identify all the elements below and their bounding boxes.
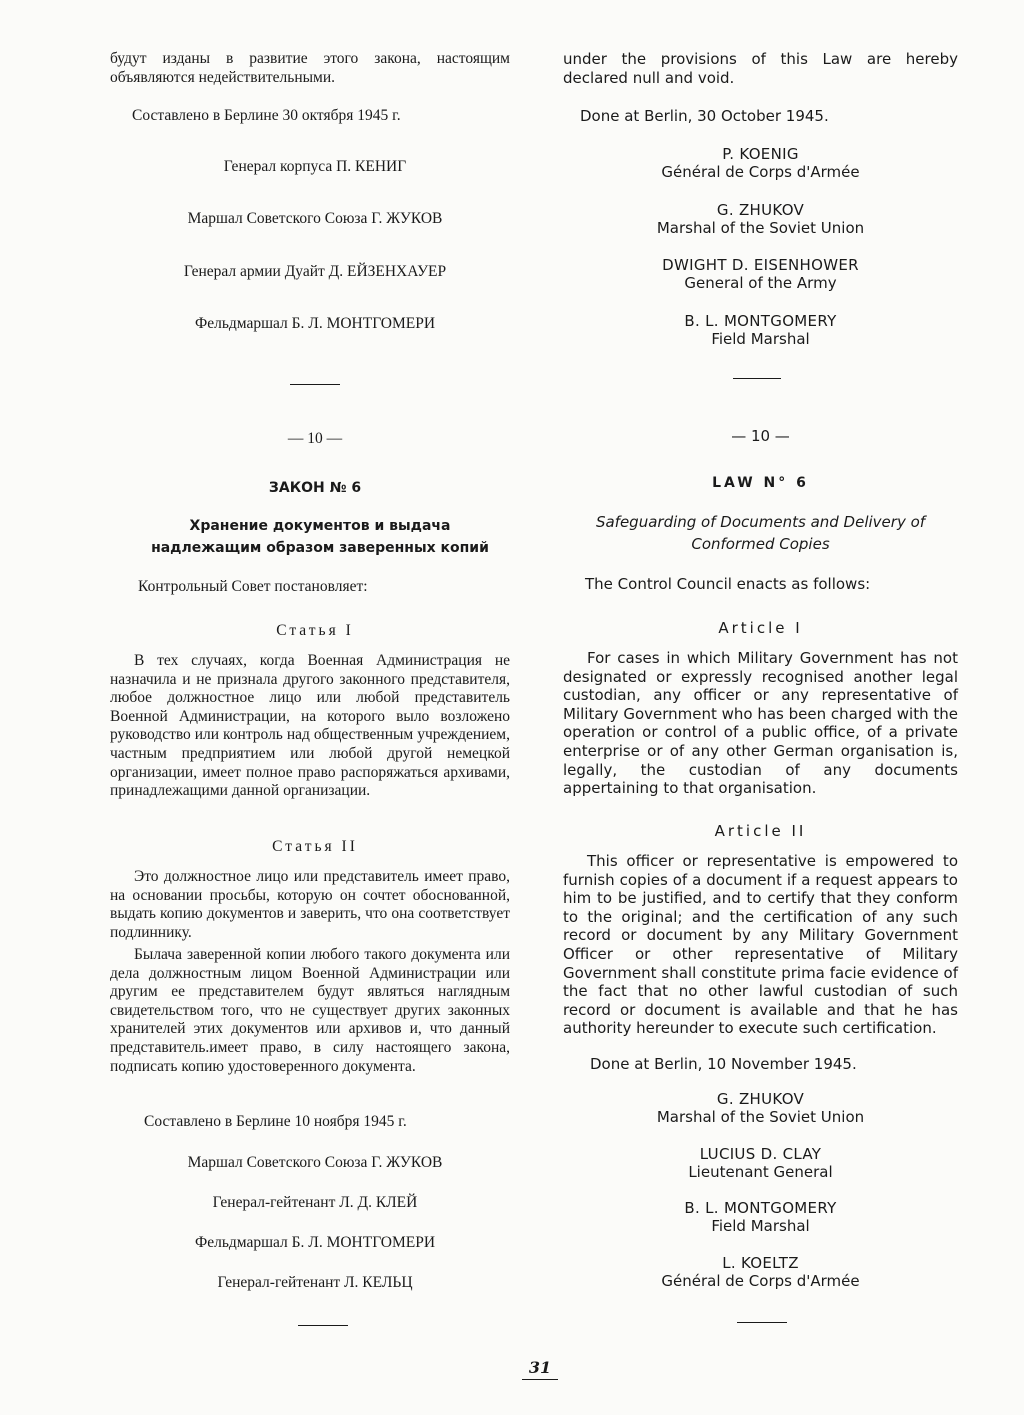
ru-signature-8: Генерал-гейтенант Л. КЕЛЬЦ (217, 1274, 413, 1291)
en-signature-3 (563, 256, 958, 292)
ru-article2-text-1: Это должностное лицо или представитель имеет право, на основании просьбы, которую он сочтет обоснованной, выдать копию документов и заверить, что она соответствует подлиннику. (110, 868, 510, 941)
en-signature-1-name: P. KOENIG (722, 145, 799, 163)
ru-signature-4: Фельдмаршал Б. Л. МОНТГОМЕРИ (194, 315, 436, 332)
en-signature-8 (563, 1254, 958, 1290)
ru-article2-heading: Статья II (272, 838, 358, 855)
en-enacts: The Control Council enacts as follows: (585, 575, 871, 593)
en-law-title: LAW N° 6 (712, 475, 809, 491)
en-signature-6 (563, 1145, 958, 1181)
ru-signature-5: Маршал Советского Союза Г. ЖУКОВ (187, 1154, 443, 1171)
en-signature-8-title: Général de Corps d'Armée (661, 1272, 860, 1290)
ru-article2-text-2: Былача заверенной копии любого такого документа или дела должностным лицом Военной Администрации или другим ее представителем будут являться наглядным свидетельством того, что не существует других законных хранителей этих документов или архивов и, что данный представитель.имеет право, в силу настоящего закона, подписать копию удостоверенного документа. (110, 946, 510, 1075)
ru-article1-heading: Статья I (276, 622, 354, 639)
ru-divider-2 (298, 1325, 348, 1326)
en-signature-2 (563, 201, 958, 237)
ru-section-number: — 10 — (287, 430, 343, 447)
ru-signature-6: Генерал-гейтенант Л. Д. КЛЕЙ (212, 1194, 418, 1211)
ru-done-date-2: Составлено в Берлине 10 ноября 1945 г. (144, 1113, 407, 1130)
en-signature-6-title: Lieutenant General (688, 1163, 833, 1181)
en-done-date-1: Done at Berlin, 30 October 1945. (580, 107, 829, 125)
ru-signature-2: Маршал Советского Союза Г. ЖУКОВ (187, 210, 443, 227)
en-article1-heading: Article I (718, 619, 803, 637)
page-number-text: 31 (528, 1358, 552, 1377)
en-signature-3-title: General of the Army (684, 274, 837, 292)
en-signature-4-name: B. L. MONTGOMERY (684, 312, 837, 330)
ru-divider-1 (290, 384, 340, 385)
en-signature-6-name: LUCIUS D. CLAY (699, 1145, 822, 1163)
en-signature-8-name: L. KOELTZ (722, 1254, 799, 1272)
en-signature-3-name: DWIGHT D. EISENHOWER (662, 256, 859, 274)
page-number (500, 1358, 580, 1380)
en-law-subtitle-2: Conformed Copies (691, 535, 830, 553)
ru-done-date-1: Составлено в Берлине 30 октября 1945 г. (132, 107, 401, 124)
en-divider-1 (733, 378, 781, 379)
en-law-subtitle-1: Safeguarding of Documents and Delivery of (595, 513, 926, 531)
en-signature-4 (563, 312, 958, 348)
ru-signature-1: Генерал корпуса П. КЕНИГ (223, 158, 407, 175)
ru-law-title: ЗАКОН № 6 (268, 480, 362, 496)
ru-article1-text: В тех случаях, когда Военная Администрация не назначила и не признала другого законного представителя, любое должностное лицо или любой представитель Военной Администрации, на которого выло возложено руководство или контроль над общественным учреждением, частным предприятием или любой другой немецкой организации, имеет полное право распоряжаться архивами, принадлежащими данной организации. (110, 652, 510, 800)
en-signature-7-title: Field Marshal (711, 1217, 810, 1235)
ru-signature-3: Генерал армии Дуайт Д. ЕЙЗЕНХАУЕР (183, 263, 447, 280)
en-article2-heading: Article II (714, 822, 807, 840)
en-divider-2 (737, 1322, 787, 1323)
en-article2-text: This officer or representative is empowered to furnish copies of a document if a request appears to him to be justified, and to certify that they conform to the original; and the certification of any such record or document by any Military Government Officer or other representative of Military Government shall constitute prima facie evidence of the fact that no other lawful custodian of such record or document is available and that he has authority hereunder to execute such certification. (563, 852, 958, 1038)
en-done-date-2: Done at Berlin, 10 November 1945. (590, 1055, 857, 1073)
en-signature-7 (563, 1199, 958, 1235)
en-section-number: — 10 — (731, 427, 790, 445)
en-intro-text: under the provisions of this Law are hereby declared null and void. (563, 50, 958, 87)
en-signature-5-title: Marshal of the Soviet Union (656, 1108, 865, 1126)
ru-signature-7: Фельдмаршал Б. Л. МОНТГОМЕРИ (194, 1234, 436, 1251)
en-signature-1-title: Général de Corps d'Armée (661, 163, 860, 181)
en-signature-7-name: B. L. MONTGOMERY (684, 1199, 837, 1217)
ru-enacts: Контрольный Совет постановляет: (138, 578, 368, 595)
en-signature-1 (563, 145, 958, 181)
en-article1-text: For cases in which Military Government has not designated or expressly recognised another legal custodian, any officer or any representative of Military Government who has been charged with the operation or control of a public office, of a private enterprise or of any other German organisation is, legally, the custodian of any documents appertaining to that organisation. (563, 649, 958, 798)
ru-law-subtitle: Хранение документов и выдача надлежащим образом заверенных копий (151, 518, 489, 556)
en-signature-5 (563, 1090, 958, 1126)
page-number-underline (522, 1379, 558, 1380)
en-signature-2-title: Marshal of the Soviet Union (656, 219, 865, 237)
ru-intro-text: будут изданы в развитие этого закона, настоящим объявляются недействительными. (110, 50, 510, 86)
en-signature-2-name: G. ZHUKOV (716, 201, 805, 219)
en-signature-5-name: G. ZHUKOV (716, 1090, 805, 1108)
en-signature-4-title: Field Marshal (711, 330, 810, 348)
